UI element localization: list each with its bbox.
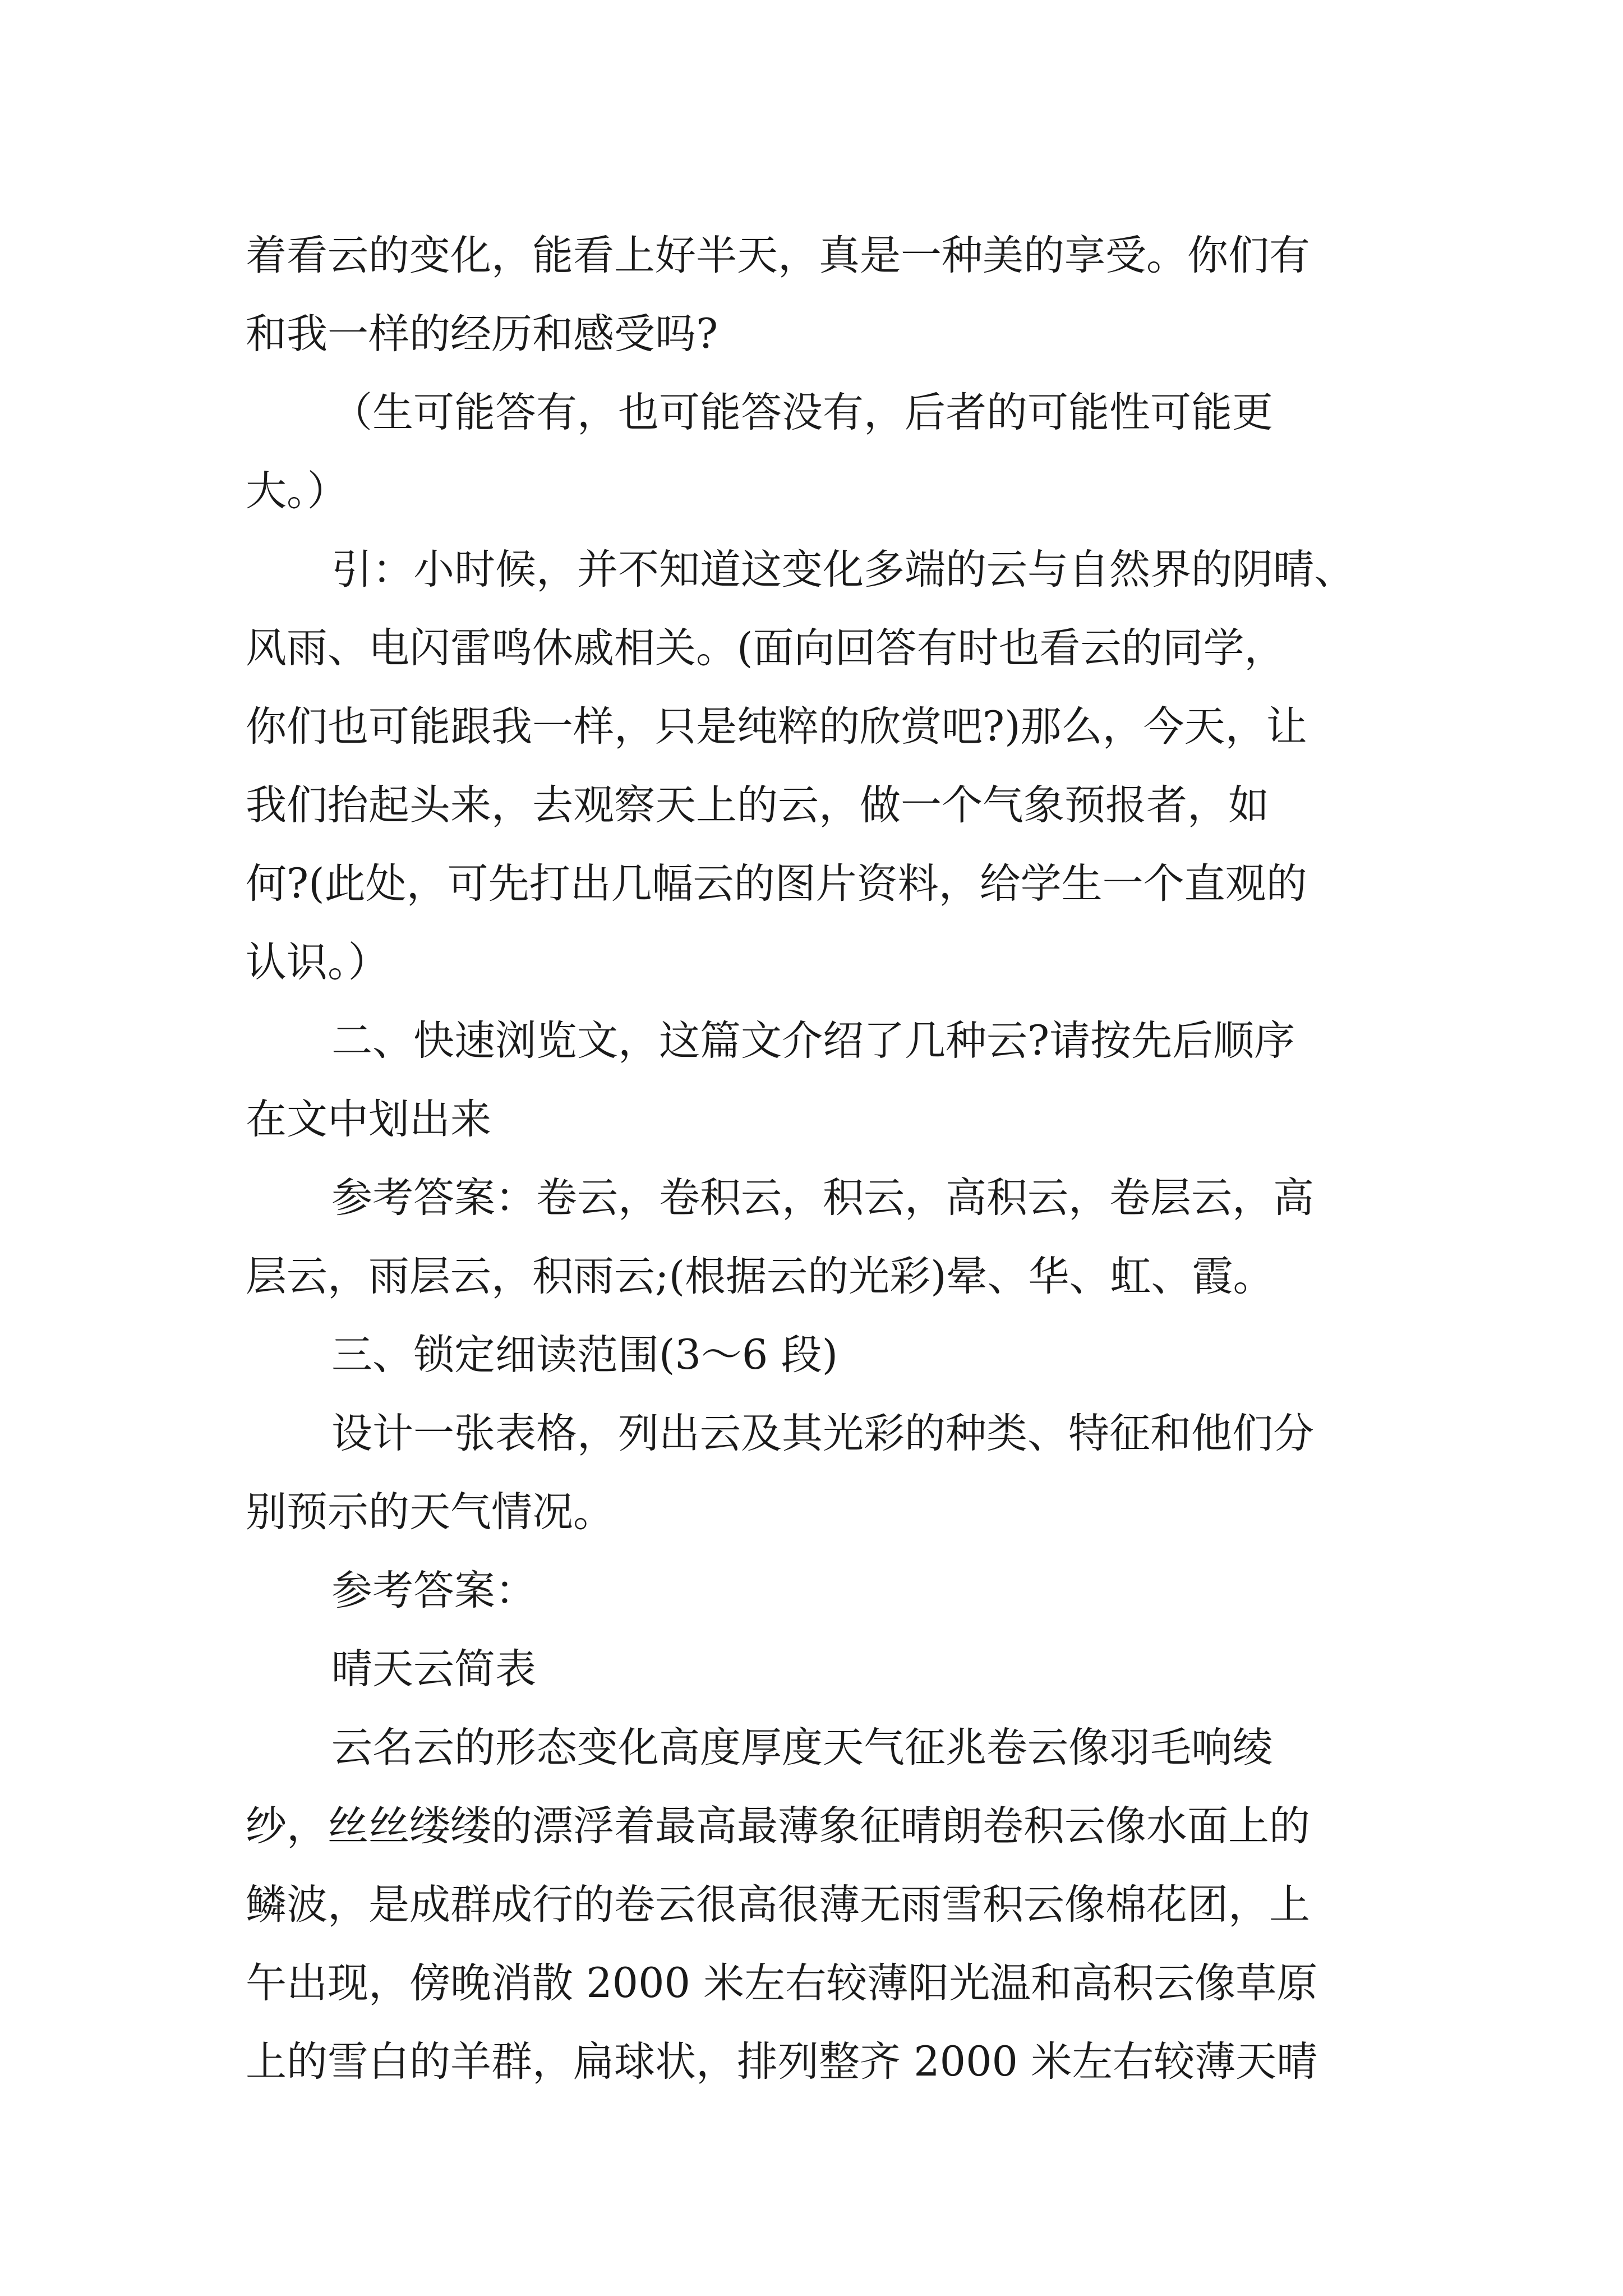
text-line: 你们也可能跟我一样，只是纯粹的欣赏吧?)那么，今天，让 <box>246 703 1307 751</box>
text-line: 在文中划出来 <box>246 1096 491 1143</box>
text-line: 认识。） <box>246 938 389 986</box>
text-line: 午出现，傍晚消散 2000 米左右较薄阳光温和高积云像草原 <box>246 1959 1318 2007</box>
section-heading: 三、锁定细读范围(3～6 段) <box>331 1331 838 1379</box>
answer-line: 参考答案：卷云，卷积云，积云，高积云，卷层云，高 <box>331 1174 1314 1222</box>
text-line: 和我一样的经历和感受吗? <box>246 310 718 358</box>
text-line: 纱，丝丝缕缕的漂浮着最高最薄象征晴朗卷积云像水面上的 <box>246 1802 1310 1850</box>
text-line: 风雨、电闪雷鸣休戚相关。(面向回答有时也看云的同学， <box>246 624 1285 672</box>
body-text <box>246 217 1390 2101</box>
section-heading: 二、快速浏览文，这篇文介绍了几种云?请按先后顺序 <box>331 1017 1295 1065</box>
table-title: 晴天云简表 <box>331 1645 536 1693</box>
text-line: 别预示的天气情况。 <box>246 1488 614 1536</box>
text-line: 着看云的变化，能看上好半天，真是一种美的享受。你们有 <box>246 232 1310 279</box>
text-line: 鳞波，是成群成行的卷云很高很薄无雨雪积云像棉花团，上 <box>246 1881 1310 1929</box>
text-line: 层云，雨层云，积雨云;(根据云的光彩)晕、华、虹、霞。 <box>246 1253 1274 1300</box>
answer-label: 参考答案： <box>331 1567 536 1614</box>
text-line: 大。） <box>246 467 348 515</box>
text-line: （生可能答有，也可能答没有，后者的可能性可能更 <box>331 389 1273 436</box>
text-line: 我们抬起头来，去观察天上的云，做一个气象预报者，如 <box>246 781 1269 829</box>
text-line: 设计一张表格，列出云及其光彩的种类、特征和他们分 <box>331 1410 1314 1457</box>
text-line: 上的雪白的羊群，扁球状，排列整齐 2000 米左右较薄天晴 <box>246 2038 1318 2086</box>
text-line: 云名云的形态变化高度厚度天气征兆卷云像羽毛响绫 <box>331 1724 1273 1772</box>
text-line: 引：小时候，并不知道这变化多端的云与自然界的阴晴、 <box>331 546 1355 593</box>
text-line: 何?(此处，可先打出几幅云的图片资料，给学生一个直观的 <box>246 860 1307 908</box>
